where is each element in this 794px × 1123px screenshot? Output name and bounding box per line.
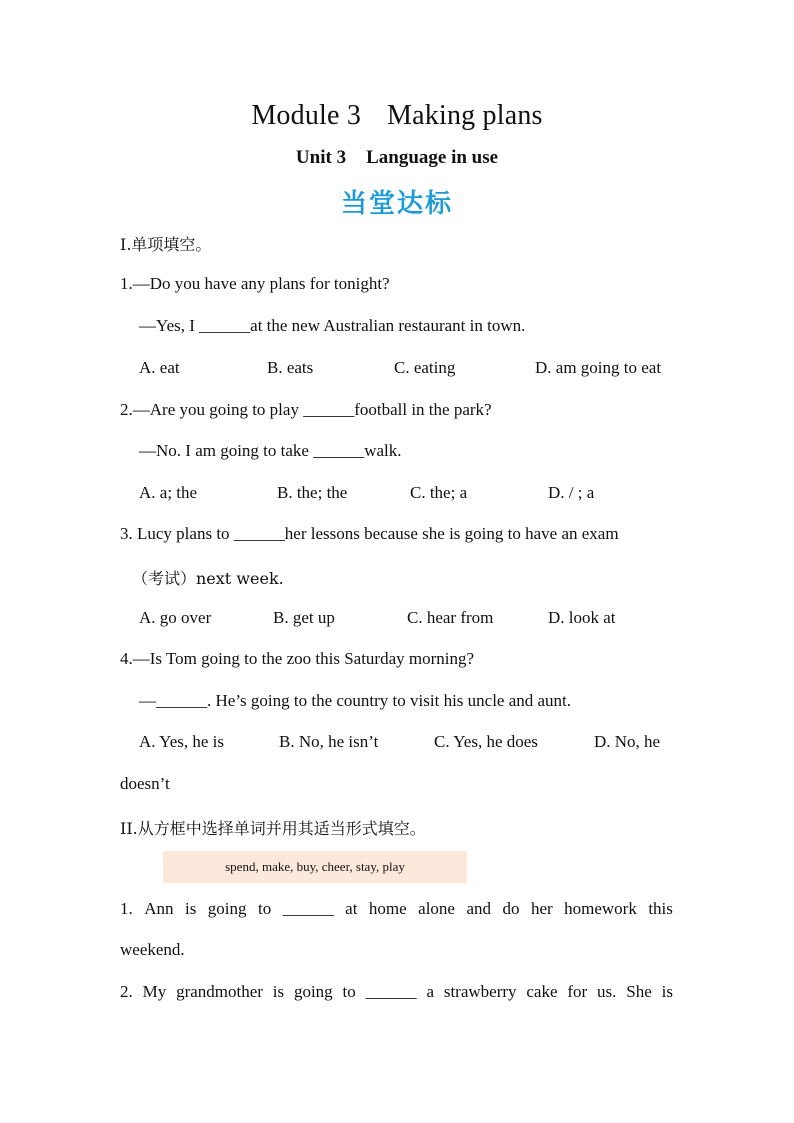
word: home — [368, 899, 407, 918]
q1-answer: —Yes, I ______at the new Australian restaurant in town. — [139, 316, 526, 335]
word: is — [184, 899, 197, 918]
word: at — [345, 899, 358, 918]
q2-question: 2.—Are you going to play ______football in the park? — [120, 400, 492, 419]
module-title-name: Making plans — [387, 100, 543, 131]
q3-question-line1: 3. Lucy plans to ______her lessons because she is going to have an exam — [120, 524, 619, 543]
answer-blank: ______ — [282, 899, 334, 918]
q2-option-a: A. a; the — [139, 483, 198, 502]
word: strawberry — [443, 982, 517, 1001]
word: and — [466, 899, 491, 918]
word: is — [661, 982, 673, 1001]
s2-q2-line1 — [120, 982, 673, 1002]
q4-option-b: B. No, he isn’t — [279, 732, 379, 751]
unit-name: Language in use — [366, 147, 499, 168]
q4-option-a: A. Yes, he is — [139, 732, 225, 751]
word: cake — [526, 982, 558, 1001]
q2-answer: —No. I am going to take ______walk. — [139, 441, 402, 460]
answer-blank: ______ — [365, 982, 417, 1001]
unit-subtitle — [0, 147, 794, 169]
word: going — [293, 982, 333, 1001]
q4-question: 4.—Is Tom going to the zoo this Saturday morning? — [120, 649, 475, 668]
word: us. — [597, 982, 617, 1001]
word: Ann — [144, 899, 174, 918]
word: for — [567, 982, 588, 1001]
q3-option-c: C. hear from — [407, 608, 494, 627]
word: a — [426, 982, 434, 1001]
q1-option-c: C. eating — [394, 358, 456, 377]
word: My — [142, 982, 167, 1001]
q3-option-d: D. look at — [548, 608, 616, 627]
q2-option-d: D. / ; a — [548, 483, 595, 502]
q4-answer: —______. He’s going to the country to visit his uncle and aunt. — [139, 691, 572, 710]
word: 2. — [120, 982, 133, 1001]
word: She — [626, 982, 652, 1001]
q1-option-b: B. eats — [267, 358, 314, 377]
s2-q1-line1 — [120, 899, 673, 919]
q3-option-b: B. get up — [273, 608, 335, 627]
unit-number: Unit 3 — [295, 147, 347, 168]
q2-option-c: C. the; a — [410, 483, 468, 502]
q2-option-b: B. the; the — [277, 483, 348, 502]
module-title — [0, 100, 794, 132]
section1-heading: I.单项填空。 — [120, 235, 212, 254]
q1-option-d: D. am going to eat — [535, 358, 662, 377]
q1-option-a: A. eat — [139, 358, 180, 377]
word: is — [272, 982, 285, 1001]
section-banner: 当堂达标 — [340, 189, 453, 219]
q1-question: 1.—Do you have any plans for tonight? — [120, 274, 390, 293]
word: grandmother — [176, 982, 263, 1001]
q4-option-d: D. No, he — [594, 732, 661, 751]
word: alone — [418, 899, 455, 918]
word: this — [648, 899, 673, 918]
q4-option-c: C. Yes, he does — [434, 732, 538, 751]
word-box: spend, make, buy, cheer, stay, play — [163, 851, 467, 883]
module-title-number: Module 3 — [251, 100, 362, 131]
word: to — [257, 899, 272, 918]
word: homework — [564, 899, 637, 918]
q3-question-line2: （考试）next week. — [132, 569, 284, 588]
word: to — [342, 982, 356, 1001]
q3-option-a: A. go over — [139, 608, 212, 627]
word: 1. — [120, 899, 133, 918]
word: going — [207, 899, 247, 918]
section2-heading: II.从方框中选择单词并用其适当形式填空。 — [120, 819, 426, 838]
word: do — [502, 899, 520, 918]
s2-q1-line2: weekend. — [120, 940, 185, 959]
word: her — [530, 899, 553, 918]
q4-option-d-wrap: doesn’t — [120, 774, 170, 793]
